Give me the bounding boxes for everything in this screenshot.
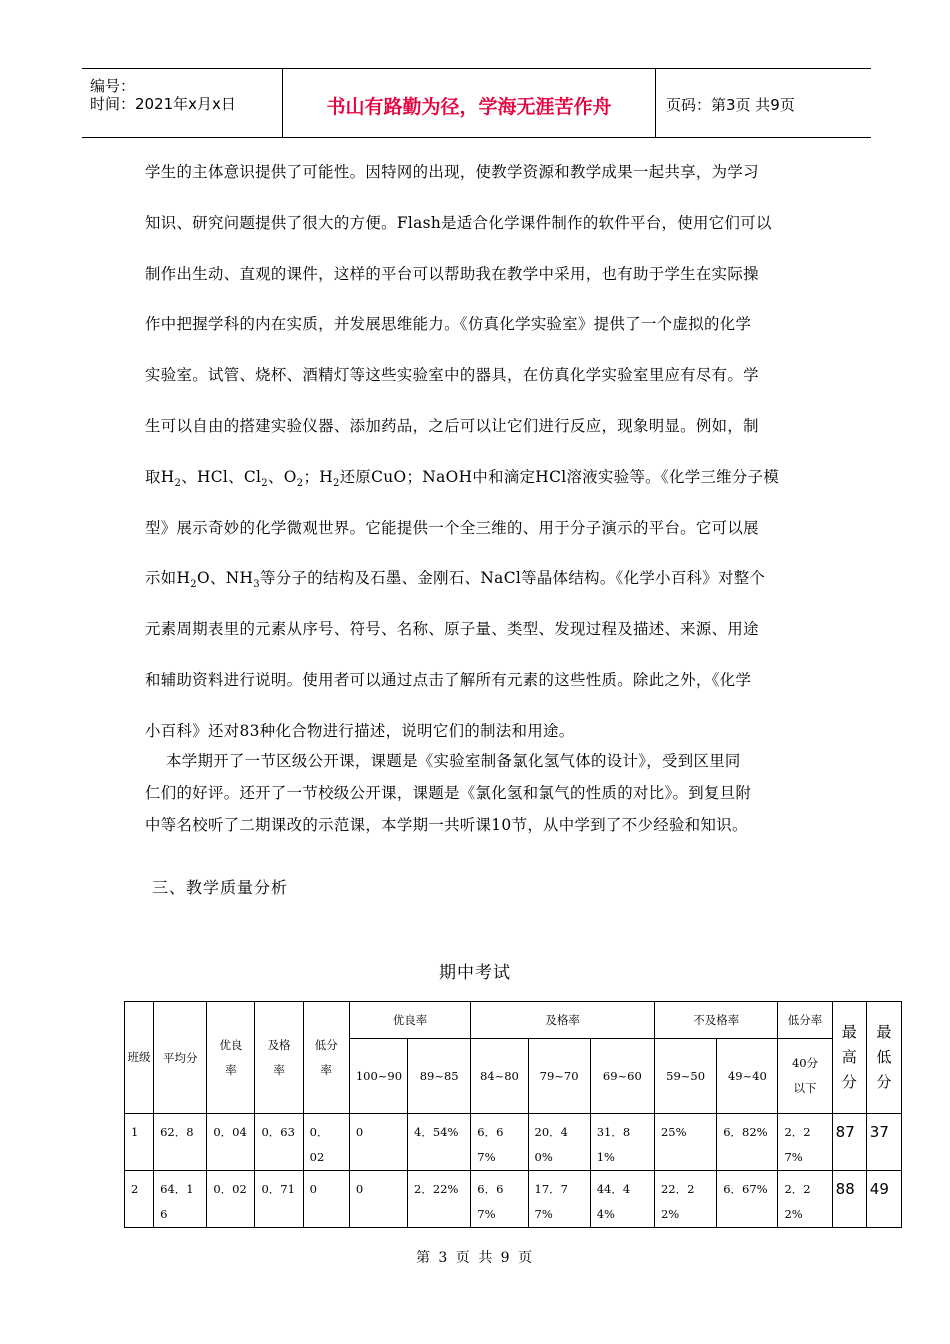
cell-band: 0 — [349, 1114, 407, 1171]
text-line: 元素周期表里的元素从序号、符号、名称、原子量、类型、发现过程及描述、来源、用途 — [145, 620, 759, 639]
cell-band: 6．67% — [471, 1171, 528, 1228]
text-line: 本学期开了一节区级公开课，课题是《实验室制备氯化氢气体的设计》，受到区里同 — [145, 752, 741, 770]
group-excellent: 优良率 — [349, 1002, 470, 1039]
cell-min-score: 49 — [866, 1171, 901, 1228]
cell-band: 2．22% — [408, 1171, 471, 1228]
band-59-50: 59~50 — [654, 1039, 716, 1114]
paragraph-2 — [145, 752, 810, 847]
band-49-40: 49~40 — [717, 1039, 778, 1114]
cell-band: 17．77% — [528, 1171, 590, 1228]
cell-band: 0 — [349, 1171, 407, 1228]
table-row — [125, 1114, 902, 1171]
text-line: 中等名校听了二期课改的示范课，本学期一共听课10节，从中学到了不少经验和知识。 — [145, 815, 748, 834]
text-line: 和辅助资料进行说明。使用者可以通过点击了解所有元素的这些性质。除此之外，《化学 — [145, 670, 752, 689]
header-motto-cell — [283, 69, 656, 137]
header-min-score: 最低分 — [866, 1002, 901, 1114]
exam-score-table — [124, 1001, 902, 1228]
header-page-label: 页码：第3页 共9页 — [666, 95, 795, 114]
text-line: 仁们的好评。还开了一节校级公开课，课题是《氯化氢和氯气的性质的对比》。到复旦附 — [145, 783, 752, 802]
table-title: 期中考试 — [439, 963, 511, 983]
cell-low-rate: 0 — [303, 1171, 349, 1228]
cell-excellent-rate: 0．04 — [207, 1114, 255, 1171]
text-line: 型》展示奇妙的化学微观世界。它能提供一个全三维的、用于分子演示的平台。它可以展 — [145, 518, 759, 537]
header-max-score: 最高分 — [832, 1002, 866, 1114]
doc-date-label: 时间：2021年x月x日 — [90, 95, 236, 113]
cell-average: 62．8 — [154, 1114, 207, 1171]
cell-band: 31．81% — [590, 1114, 654, 1171]
cell-band: 44．44% — [590, 1171, 654, 1228]
text-line: 生可以自由的搭建实验仪器、添加药品，之后可以让它们进行反应，现象明显。例如，制 — [145, 416, 759, 435]
band-84-80: 84~80 — [471, 1039, 528, 1114]
header-pass-rate: 及格率 — [255, 1002, 303, 1114]
table-row — [125, 1171, 902, 1228]
cell-excellent-rate: 0．02 — [207, 1171, 255, 1228]
header-low-rate: 低分率 — [303, 1002, 349, 1114]
cell-band: 2．27% — [778, 1114, 832, 1171]
text-line: 制作出生动、直观的课件，这样的平台可以帮助我在教学中采用，也有助于学生在实际操 — [145, 264, 759, 283]
cell-min-score: 37 — [866, 1114, 901, 1171]
band-below-40: 40分以下 — [778, 1039, 832, 1114]
cell-class: 2 — [125, 1171, 154, 1228]
cell-pass-rate: 0．71 — [255, 1171, 303, 1228]
group-low: 低分率 — [778, 1002, 832, 1039]
band-100-90: 100~90 — [349, 1039, 407, 1114]
page-footer: 第 3 页 共 9 页 — [415, 1250, 535, 1266]
cell-band: 6．67% — [717, 1171, 778, 1228]
text-line-formulas: 示如$H_2O$、$NH_3$等分子的结构及石墨、金刚石、NaCl等晶体结构。《化学小百科》对整个 — [145, 569, 766, 591]
header-page-cell — [656, 69, 871, 137]
group-pass: 及格率 — [471, 1002, 655, 1039]
table-header-row — [125, 1002, 902, 1039]
cell-average: 64．16 — [154, 1171, 207, 1228]
cell-band: 6．67% — [471, 1114, 528, 1171]
paragraph-1 — [145, 163, 810, 773]
header-motto: 书山有路勤为径，学海无涯苦作舟 — [326, 95, 612, 118]
cell-band: 25% — [654, 1114, 716, 1171]
cell-band: 4．54% — [408, 1114, 471, 1171]
cell-band: 6．82% — [717, 1114, 778, 1171]
cell-class: 1 — [125, 1114, 154, 1171]
cell-max-score: 88 — [832, 1171, 866, 1228]
section-heading: 三、教学质量分析 — [152, 878, 289, 897]
text-line: 实验室。试管、烧杯、酒精灯等这些实验室中的器具，在仿真化学实验室里应有尽有。学 — [145, 366, 759, 385]
text-line: 学生的主体意识提供了可能性。因特网的出现，使教学资源和教学成果一起共享，为学习 — [145, 163, 759, 181]
text-line: 知识、研究问题提供了很大的方便。Flash是适合化学课件制作的软件平台，使用它们可以 — [145, 213, 772, 232]
cell-band: 2．22% — [778, 1171, 832, 1228]
text-line: 小百科》还对83种化合物进行描述，说明它们的制法和用途。 — [145, 721, 575, 740]
text-line: 作中把握学科的内在实质，并发展思维能力。《仿真化学实验室》提供了一个虚拟的化学 — [145, 315, 752, 334]
page-header — [82, 68, 871, 138]
band-69-60: 69~60 — [590, 1039, 654, 1114]
band-89-85: 89~85 — [408, 1039, 471, 1114]
cell-max-score: 87 — [832, 1114, 866, 1171]
text-line-formulas: 取$H_2$、HCl、$Cl_2$、$O_2$；$H_2$还原CuO；NaOH中和滴定HCl溶液实验等。《化学三维分子模 — [145, 467, 780, 489]
band-79-70: 79~70 — [528, 1039, 590, 1114]
cell-pass-rate: 0．63 — [255, 1114, 303, 1171]
header-class: 班级 — [125, 1002, 154, 1114]
header-excellent-rate: 优良率 — [207, 1002, 255, 1114]
doc-number-label: 编号： — [90, 77, 136, 95]
cell-band: 22．22% — [654, 1171, 716, 1228]
group-fail: 不及格率 — [654, 1002, 777, 1039]
cell-band: 20．40% — [528, 1114, 590, 1171]
cell-low-rate: 0．02 — [303, 1114, 349, 1171]
header-meta — [82, 69, 283, 137]
header-average: 平均分 — [154, 1002, 207, 1114]
